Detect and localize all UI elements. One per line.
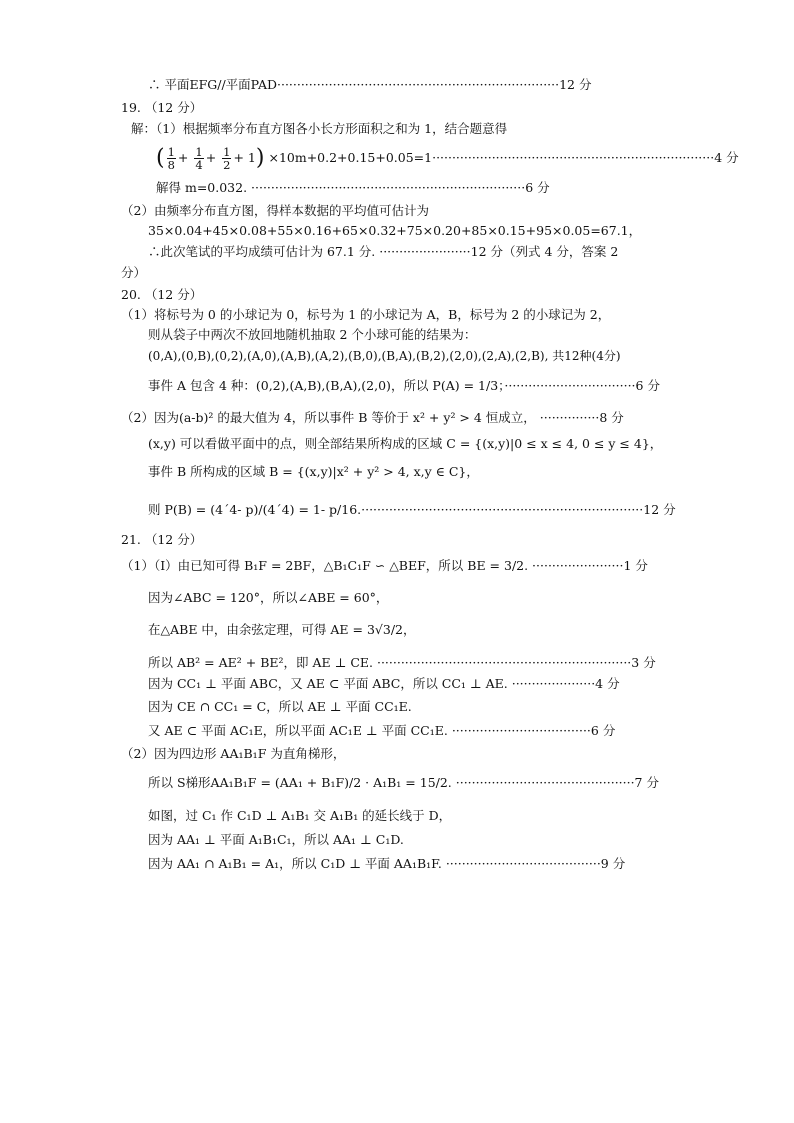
q21-step1: （1）（I）由已知可得 B₁F = 2BF，△B₁C₁F ∽ △BEF，所以 BE = 3/2. ·······················1 分 [121, 558, 648, 573]
q21-perp4: 因为 AA₁ ∩ A₁B₁ = A₁，所以 C₁D ⊥ 平面 AA₁B₁F. ·······································9 分 [148, 856, 626, 871]
q19-mean-calc: 35×0.04+45×0.08+55×0.16+65×0.32+75×0.20+85×0.15+95×0.05=67.1， [148, 223, 642, 238]
q21-cosine: 在△ABE 中，由余弦定理，可得 AE = 3√3/2， [148, 622, 416, 637]
q19-step2: （2）由频率分布直方图，得样本数据的平均值可估计为 [121, 203, 429, 218]
q19-heading: 19. （12 分） [121, 100, 203, 115]
q21-heading: 21. （12 分） [121, 532, 203, 547]
q20-step1: （1）将标号为 0 的小球记为 0，标号为 1 的小球记为 A，B，标号为 2 的小球记为 2， [121, 307, 611, 322]
q21-step2: （2）因为四边形 AA₁B₁F 为直角梯形， [121, 746, 346, 761]
q20-step2: （2）因为(a-b)² 的最大值为 4，所以事件 B 等价于 x² + y² > 4 恒成立， ···············8 分 [121, 410, 624, 425]
q21-angle: 因为∠ABC = 120°，所以∠ABE = 60°， [148, 590, 389, 605]
q21-construct: 如图，过 C₁ 作 C₁D ⊥ A₁B₁ 交 A₁B₁ 的延长线于 D， [148, 808, 452, 823]
q21-perp1: 因为 CC₁ ⊥ 平面 ABC，又 AE ⊂ 平面 ABC，所以 CC₁ ⊥ AE. ·····················4 分 [148, 676, 620, 691]
q21-perp2: 因为 CE ∩ CC₁ = C，所以 AE ⊥ 平面 CC₁E. [148, 699, 412, 714]
q20-event-a: 事件 A 包含 4 种：(0,2),(A,B),(B,A),(2,0)，所以 P(A) = 1/3；·································6 分 [148, 378, 660, 393]
q21-plane-perp: 又 AE ⊂ 平面 AC₁E，所以平面 AC₁E ⊥ 平面 CC₁E. ···································6 分 [148, 723, 616, 738]
q21-area: 所以 S梯形AA₁B₁F = (AA₁ + B₁F)/2 · A₁B₁ = 15/2. ·············································7 分 [148, 775, 659, 790]
q19-equation-rest: ×10m+0.2+0.15+0.05=1·······································································4 分 [268, 150, 739, 165]
q19-mean-result: ∴此次笔试的平均成绩可估计为 67.1 分. ·······················12 分（列式 4 分，答案 2 [148, 244, 619, 259]
q20-prob-b: 则 P(B) = (4´4- p)/(4´4) = 1- p/16.·······································································12 分 [148, 502, 676, 517]
q19-step1: 解：（1）根据频率分布直方图各小长方形面积之和为 1，结合题意得 [131, 121, 508, 136]
q20-outcomes: (0,A),(0,B),(0,2),(A,0),(A,B),(A,2),(B,0),(B,A),(B,2),(2,0),(2,A),(2,B), 共12种(4分) [148, 349, 621, 363]
q21-pythag: 所以 AB² = AE² + BE²，即 AE ⊥ CE. ································································3 分 [148, 655, 656, 670]
q19-equation: ( $\frac{1}{8}$ + $\frac{1}{4}$ + $\frac{1}{2}$ + 1) ×10m+0.2+0.15+0.05=1·······································································4 分 [156, 145, 739, 172]
q21-perp3: 因为 AA₁ ⊥ 平面 A₁B₁C₁，所以 AA₁ ⊥ C₁D. [148, 832, 404, 847]
line-conclusion: ∴ 平面EFG//平面PAD·······································································12 分 [148, 77, 592, 92]
q20-region-c: (x,y) 可以看做平面中的点，则全部结果所构成的区域 C = {(x,y)|0 ≤ x ≤ 4, 0 ≤ y ≤ 4}， [148, 436, 663, 451]
q19-solve-m: 解得 m=0.032. ·····································································6 分 [156, 180, 550, 195]
q19-wrap: 分） [121, 265, 147, 280]
q20-region-b: 事件 B 所构成的区域 B = {(x,y)|x² + y² > 4, x,y ∈ C}， [148, 464, 479, 479]
q20-draw: 则从袋子中两次不放回地随机抽取 2 个小球可能的结果为： [148, 327, 477, 342]
q20-heading: 20. （12 分） [121, 287, 203, 302]
